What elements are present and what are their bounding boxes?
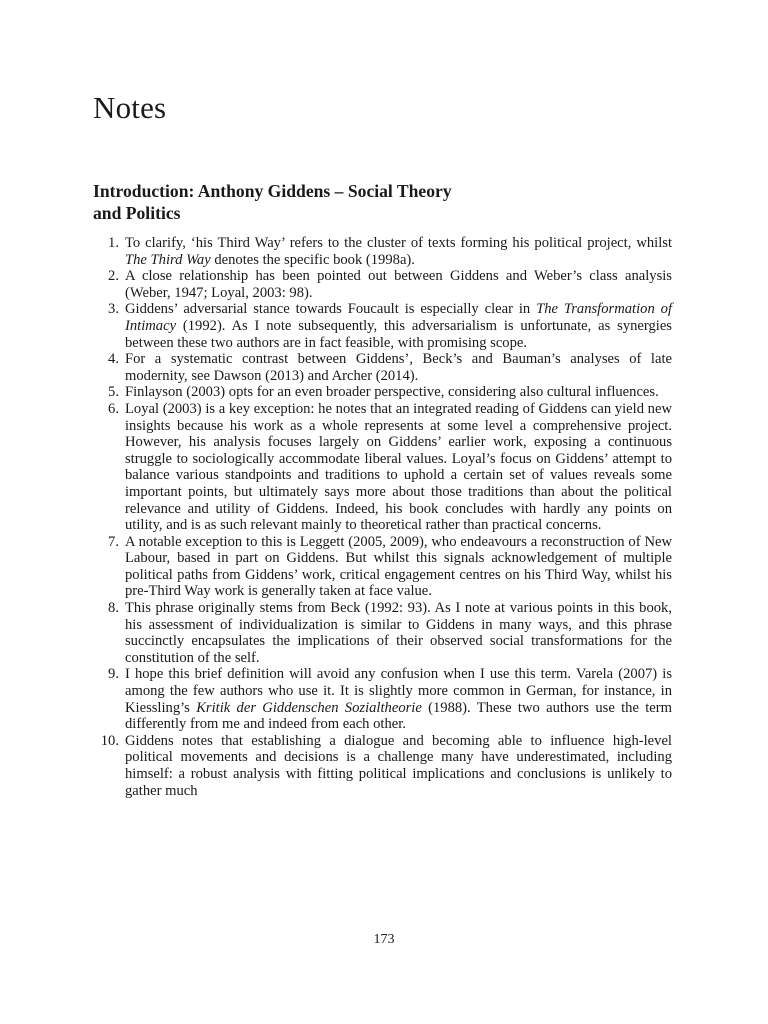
note-title-italic: The Transformation of Intimacy <box>125 301 672 334</box>
note-number <box>93 600 125 666</box>
section-heading-line-2: and Politics <box>93 203 181 223</box>
note-number-text: 9. <box>108 666 119 683</box>
note-item <box>93 666 672 732</box>
note-text <box>125 384 672 401</box>
note-text <box>125 666 672 732</box>
note-number-text: 5. <box>108 384 119 401</box>
note-text-run: (1992). As I note subsequently, this adversarialism is unfortunate, as synergies between these two authors are in fact feasible, with promising scope. <box>125 317 672 351</box>
note-item <box>93 235 672 268</box>
note-number-text: 8. <box>108 600 119 617</box>
note-number <box>93 268 125 301</box>
notes-list <box>93 235 672 799</box>
note-item <box>93 301 672 351</box>
note-text-run: Giddens’ adversarial stance towards Foucault is especially clear in <box>125 301 537 318</box>
note-text-run: A close relationship has been pointed out between Giddens and Weber’s class analysis (Weber, 1947; Loyal, 2003: 98). <box>125 268 672 301</box>
note-text <box>125 301 672 351</box>
chapter-title: Notes <box>93 90 167 125</box>
note-item <box>93 351 672 384</box>
note-item <box>93 401 672 534</box>
section-heading-line-1: Introduction: Anthony Giddens – Social Theory <box>93 181 452 201</box>
note-text-run: (1988). These two authors use the term differently from me and indeed from each other. <box>125 699 672 733</box>
note-item <box>93 600 672 666</box>
note-text-run: To clarify, ‘his Third Way’ refers to the cluster of texts forming his political project, whilst <box>125 235 672 251</box>
note-number <box>93 401 125 534</box>
note-text <box>125 733 672 799</box>
note-number-text: 10. <box>100 732 119 749</box>
note-number <box>93 534 125 600</box>
note-text-run: Loyal (2003) is a key exception: he notes that an integrated reading of Giddens can yield new insights because his work as a whole represents at some level a comprehensive project. However, his analysis focuses largely on Giddens’ earlier work, exposing a continuous struggle to sociologically accommodate liberal values. Loyal’s focus on Giddens’ attempt to balance various standpoints and traditions to uphold a certain set of values reveals some important points, but ultimately says more about those traditions than about the political relevance and utility of Giddens. Indeed, his book concludes with hardly any points on utility, and is as such relevant mainly to theoretical rather than practical concerns. <box>125 400 672 534</box>
note-item <box>93 733 672 799</box>
note-text-run: Finlayson (2003) opts for an even broader perspective, considering also cultural influences. <box>125 384 659 401</box>
note-number <box>93 733 125 799</box>
note-number <box>93 351 125 384</box>
note-number <box>93 235 125 268</box>
note-number-text: 3. <box>108 301 119 318</box>
note-text <box>125 351 672 384</box>
note-text <box>125 600 672 666</box>
note-number-text: 7. <box>108 533 119 550</box>
note-number <box>93 666 125 732</box>
note-title-italic: Kritik der Giddenschen Sozialtheorie <box>196 699 422 716</box>
note-text <box>125 235 672 268</box>
note-item <box>93 534 672 600</box>
note-text-run: For a systematic contrast between Giddens’, Beck’s and Bauman’s analyses of late modernity, see Dawson (2013) and Archer (2014). <box>125 351 672 384</box>
note-title-italic: The Third Way <box>125 251 211 268</box>
note-number-text: 2. <box>108 268 119 285</box>
note-number <box>93 384 125 401</box>
note-text <box>125 401 672 534</box>
note-number <box>93 301 125 351</box>
note-text-run: denotes the specific book (1998a). <box>210 251 415 268</box>
note-item <box>93 268 672 301</box>
note-text-run: I hope this brief definition will avoid any confusion when I use this term. Varela (2007) is among the few authors who use it. It is slightly more common in German, for instance, in Kiessling’s <box>125 666 672 716</box>
note-text-run: A notable exception to this is Leggett (2005, 2009), who endeavours a reconstruction of New Labour, based in part on Giddens. But whilst this signals acknowledgement of multiple political paths from Giddens’ work, critical engagement centres on his Third Way, whilst his pre-Third Way work is generally taken at face value. <box>125 533 672 600</box>
note-item <box>93 384 672 401</box>
note-number-text: 4. <box>108 351 119 368</box>
note-number-text: 6. <box>108 400 119 417</box>
page-number: 173 <box>373 932 395 947</box>
note-text <box>125 534 672 600</box>
note-text-run: This phrase originally stems from Beck (1992: 93). As I note at various points in this book, his assessment of individualization is similar to Giddens in many ways, and this phrase succinctly encapsulates the implications of their observed social transformations for the constitution of the self. <box>125 600 672 666</box>
note-number-text: 1. <box>108 235 119 251</box>
note-text <box>125 268 672 301</box>
section-heading <box>93 180 573 224</box>
note-text-run: Giddens notes that establishing a dialogue and becoming able to influence high-level political movements and decisions is a challenge many have underestimated, including himself: a robust analysis with fitting political implications and conclusions is unlikely to gather much <box>125 732 672 799</box>
